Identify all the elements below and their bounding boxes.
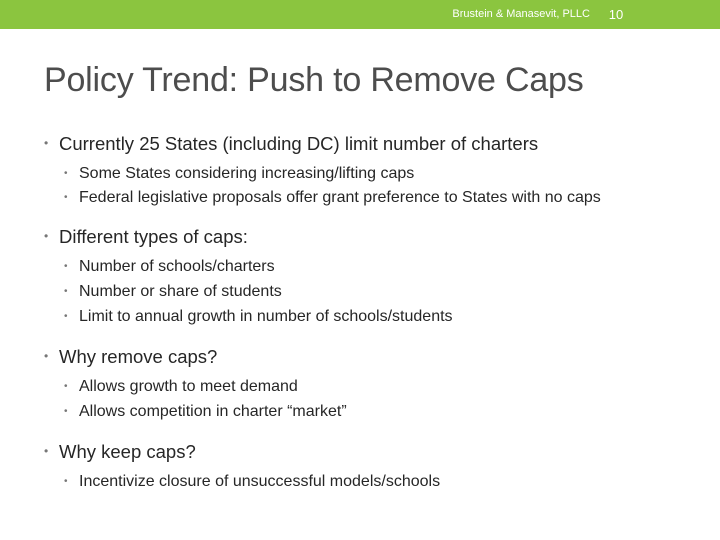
bullet-text: Why remove caps?: [59, 346, 218, 367]
sub-bullet-text: Allows competition in charter “market”: [79, 403, 347, 420]
bullet-text: Currently 25 States (including DC) limit number of charters: [59, 133, 539, 154]
sub-bullet-text: Some States considering increasing/lifting caps: [79, 165, 415, 182]
sub-bullet-item: [44, 186, 684, 209]
sub-bullet-text: Federal legislative proposals offer grant preference to States with no caps: [79, 189, 601, 206]
bullet-item: [44, 130, 684, 157]
bullet-text: Why keep caps?: [59, 441, 196, 462]
sub-bullet-item: [44, 254, 684, 279]
sub-bullet-text: Number or share of students: [79, 283, 282, 300]
bullet-icon: •: [44, 229, 49, 243]
bullet-icon: •: [64, 381, 68, 392]
bullet-icon: •: [64, 261, 68, 272]
page-number: 10: [608, 7, 624, 22]
sub-bullet-item: [44, 279, 684, 304]
sub-bullet-item: [44, 469, 684, 494]
bullet-icon: •: [64, 168, 68, 179]
page-title: Policy Trend: Push to Remove Caps: [44, 61, 584, 99]
bullet-item: [44, 223, 684, 250]
bullet-item: [44, 438, 684, 465]
bullet-icon: •: [44, 136, 49, 150]
bullet-icon: •: [44, 349, 49, 363]
bullet-icon: •: [44, 444, 49, 458]
bullet-icon: •: [64, 311, 68, 322]
bullet-text: Different types of caps:: [59, 226, 248, 247]
sub-bullet-text: Number of schools/charters: [79, 258, 275, 275]
sub-bullet-text: Limit to annual growth in number of schools/students: [79, 308, 453, 325]
sub-bullet-item: [44, 399, 684, 424]
firm-name: Brustein & Manasevit, PLLC: [452, 8, 590, 20]
bullet-item: [44, 343, 684, 370]
sub-bullet-item: [44, 374, 684, 399]
bullet-icon: •: [64, 406, 68, 417]
sub-bullet-text: Allows growth to meet demand: [79, 378, 298, 395]
sub-bullet-item: [44, 161, 684, 186]
sub-bullet-item: [44, 304, 684, 329]
bullet-icon: •: [64, 192, 68, 203]
sub-bullet-text: Incentivize closure of unsuccessful models/schools: [79, 473, 441, 490]
header-bar: [0, 0, 720, 29]
bullet-icon: •: [64, 476, 68, 487]
bullet-icon: •: [64, 286, 68, 297]
bullet-list: [44, 130, 684, 494]
